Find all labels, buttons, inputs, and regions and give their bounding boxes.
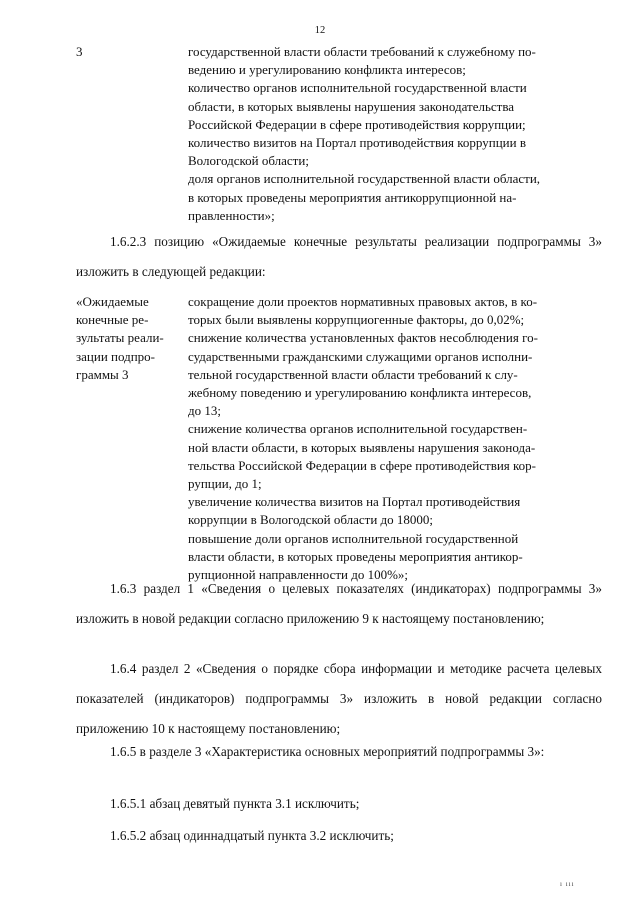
top-line: в которых проведены мероприятия антикоррупционной на- [188,189,517,205]
left-label-line: граммы 3 [76,366,129,382]
result-line: власти области, в которых проведены мероприятия антикор- [188,548,523,564]
result-line: сударственными гражданскими служащими органов исполни- [188,348,533,364]
paragraph-1-6-5: 1.6.5 в разделе 3 «Характеристика основных мероприятий подпрограммы 3»: [110,744,545,759]
result-line: тельной государственной власти области требований к слу- [188,366,518,382]
result-line: жебному поведению и урегулированию конфликта интересов, [188,385,532,401]
top-line: количество визитов на Портал противодействия коррупции в [188,135,526,151]
corner-mark: ı ııı [560,880,575,888]
result-line: коррупции в Вологодской области до 18000; [188,512,434,528]
top-table-left-cell: 3 [76,44,83,59]
top-line: Вологодской области; [188,153,309,169]
result-line: рупции, до 1; [188,476,262,492]
paragraph-1-6-5-1: 1.6.5.1 абзац девятый пункта 3.1 исключить; [110,796,360,811]
result-line: тельства Российской Федерации в сфере противодействия кор- [188,457,536,473]
result-line: увеличение количества визитов на Портал противодействия [188,494,521,510]
result-line: до 13; [188,403,221,419]
top-line: ведению и урегулированию конфликта интересов; [188,62,466,78]
result-line: рупционной направленности до 100%»; [188,567,409,583]
result-line: снижение количества органов исполнительной государствен- [188,421,528,437]
left-label-line: «Ожидаемые [76,294,149,309]
paragraph-1-6-5-2: 1.6.5.2 абзац одиннадцатый пункта 3.2 исключить; [110,828,394,843]
result-line: торых были выявлены коррупциогенные факторы, до 0,02%; [188,312,525,328]
top-line: доля органов исполнительной государственной власти области, [188,171,541,187]
top-line: Российской Федерации в сфере противодействия коррупции; [188,116,526,132]
results-table-left-cell [76,293,188,584]
results-table-row [76,293,602,584]
top-line: количество органов исполнительной государственной власти [188,80,527,96]
left-label-line: конечные ре- [76,312,149,328]
result-line: ной власти области, в которых выявлены нарушения законода- [188,439,536,455]
left-label-line: зации подпро- [76,348,156,364]
paragraph-1-6-3: 1.6.3 раздел 1 «Сведения о целевых показателях (индикаторах) подпрограммы 3» изложить в новой редакции согласно приложению 9 к настоящему постановлению; [76,581,602,626]
top-line: области, в которых выявлены нарушения законодательства [188,98,515,114]
result-line: снижение количества установленных фактов несоблюдения го- [188,330,538,346]
left-label-line: зультаты реали- [76,330,164,346]
top-line: правленности»; [188,207,275,223]
result-line: сокращение доли проектов нормативных правовых актов, в ко- [188,294,538,309]
paragraph-1-6-4: 1.6.4 раздел 2 «Сведения о порядке сбора информации и методике расчета целевых показателей (индикаторов) подпрограммы 3» изложить в новой редакции согласно приложению 10 к настоящему постановлению; [76,661,602,736]
top-table-row [76,43,602,225]
top-table-right-cell [188,43,602,225]
paragraph-1-6-2-3: 1.6.2.3 позицию «Ожидаемые конечные результаты реализации подпрограммы 3» изложить в следующей редакции: [76,234,602,279]
page-number: 12 [314,25,326,36]
results-table-right-cell [188,293,602,584]
top-line: государственной власти области требований к служебному по- [188,44,536,59]
result-line: повышение доли органов исполнительной государственной [188,530,519,546]
